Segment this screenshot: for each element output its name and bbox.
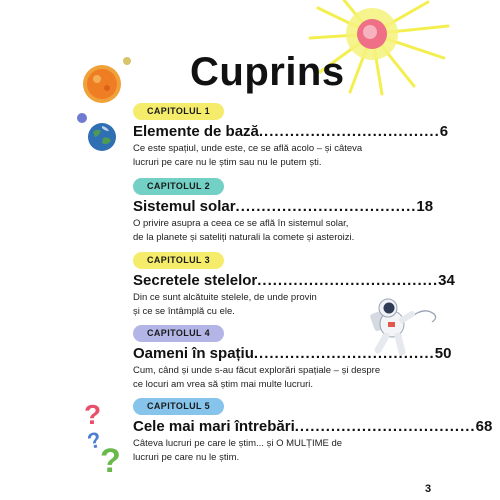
chapter-4-description	[133, 364, 381, 392]
chapter-1-title: Elemente de bază	[133, 123, 259, 140]
chapter-5-entry[interactable]	[133, 418, 493, 435]
dot-leader: ...................................	[258, 123, 440, 140]
chapter-4-page: 50	[434, 345, 452, 362]
chapter-2-page: 18	[416, 198, 434, 215]
earth-icon	[87, 122, 117, 152]
chapter-1-description-line-1: Ce este spațiul, unde este, ce se află acolo – și câteva	[133, 143, 363, 154]
chapter-1-description	[133, 142, 373, 170]
small-planet-icon	[122, 56, 132, 66]
sun-icon	[82, 64, 122, 104]
chapter-1-label: CAPITOLUL 1	[133, 103, 224, 120]
chapter-1-page: 6	[439, 123, 449, 140]
chapter-2[interactable]	[133, 176, 434, 245]
svg-text:?: ?	[84, 399, 102, 430]
chapter-2-title: Sistemul solar	[133, 198, 236, 215]
chapter-2-description	[133, 217, 373, 245]
svg-text:?: ?	[100, 442, 121, 480]
chapter-2-description-line-2: de la planete și sateliți naturali la comete și asteroizi.	[133, 232, 355, 243]
chapter-2-description-line-1: O privire asupra a ceea ce se află în sistemul solar,	[133, 218, 349, 229]
chapter-3[interactable]	[133, 250, 455, 319]
page-title: Cuprins	[190, 50, 345, 94]
chapter-4-title: Oameni în spațiu	[133, 345, 254, 362]
chapter-5-description-line-2: lucruri pe care nu le știm.	[133, 452, 240, 463]
chapter-3-entry[interactable]	[133, 272, 455, 289]
chapter-5-label: CAPITOLUL 5	[133, 398, 224, 415]
chapter-5-description-line-1: Câteva lucruri pe care le știm... și O MULȚIME de	[133, 438, 343, 449]
dot-leader: ...................................	[253, 345, 435, 362]
chapter-2-label: CAPITOLUL 2	[133, 178, 224, 195]
chapter-3-page: 34	[438, 272, 455, 289]
chapter-2-entry[interactable]	[133, 198, 434, 215]
chapter-3-description-line-2: și ce se întâmplă cu ele.	[133, 306, 235, 317]
chapter-5[interactable]	[133, 396, 493, 465]
chapter-4[interactable]	[133, 323, 452, 392]
question-marks-icon	[80, 398, 140, 478]
page-number: 3	[425, 483, 432, 495]
dot-leader: ...................................	[294, 418, 476, 435]
dot-leader: ...................................	[235, 198, 417, 215]
dot-leader: ...................................	[257, 272, 439, 289]
chapter-5-page: 68	[475, 418, 493, 435]
chapter-4-description-line-2: ce locuri am vrea să știm mai multe lucruri.	[133, 379, 314, 390]
chapter-1-entry[interactable]	[133, 123, 449, 140]
chapter-4-entry[interactable]	[133, 345, 452, 362]
chapter-5-description	[133, 437, 373, 465]
chapter-4-label: CAPITOLUL 4	[133, 325, 224, 342]
chapter-4-description-line-1: Cum, când și unde s-au făcut explorări spațiale – și despre	[133, 365, 381, 376]
chapter-5-title: Cele mai mari întrebări	[133, 418, 295, 435]
chapter-3-description	[133, 291, 373, 319]
chapter-3-description-line-1: Din ce sunt alcătuite stelele, de unde provin	[133, 292, 317, 303]
chapter-3-title: Secretele stelelor	[133, 272, 258, 289]
chapter-3-label: CAPITOLUL 3	[133, 252, 224, 269]
chapter-1[interactable]	[133, 101, 449, 170]
svg-text:?: ?	[84, 426, 105, 455]
chapter-1-description-line-2: lucruri pe care nu le știm sau nu le putem ști.	[133, 157, 322, 168]
